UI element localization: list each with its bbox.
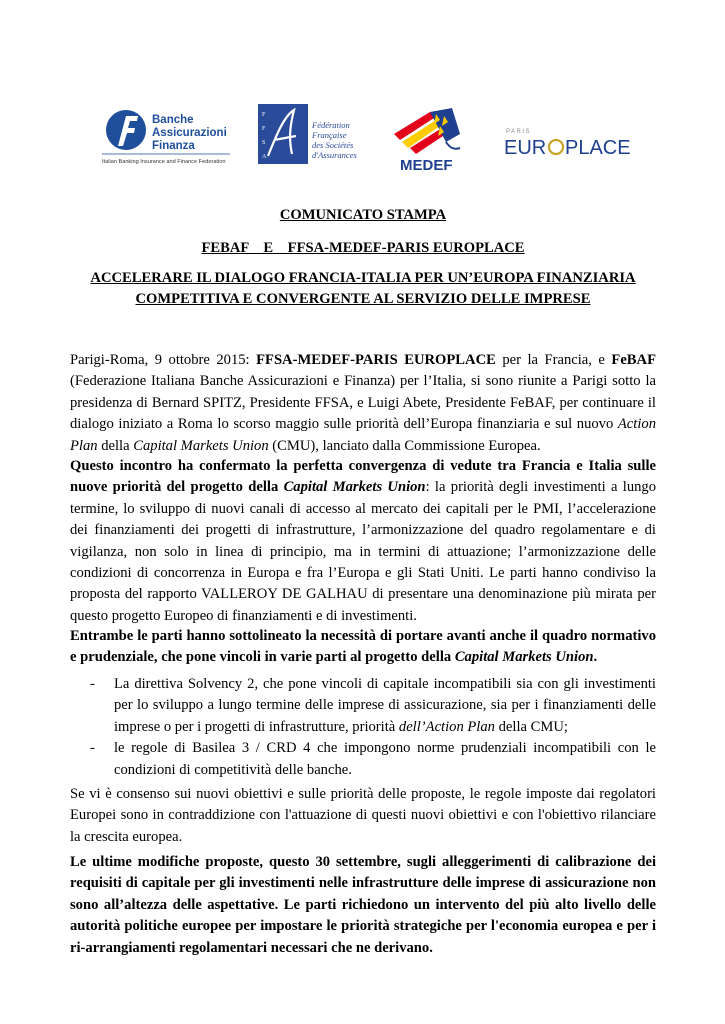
europlace-prefix: PARIS xyxy=(506,129,532,135)
febaf-tagline: Italian Banking Insurance and Finance Federation xyxy=(102,159,226,165)
list-dash: - xyxy=(90,740,95,757)
text-run-bold: FFSA-MEDEF-PARIS EUROPLACE xyxy=(256,352,496,368)
text-run: : la priorità degli investimenti a lungo termine, lo sviluppo di nuovi canali di accesso al mercato dei capitali per le PMI, l’accelerazione dei finanziamenti dei progetti di infrastrutture, l’armonizzazione del quadro regolamentare e di vigilanza, non solo in linea di principio, ma in termini di attuazione; l’armonizzazione delle condizioni di concorrenza in Europa e fra l’Europa e gli Stati Uniti. Le parti hanno condiviso la proposta del rapporto VALLEROY DE GALHAU di presentare una denominazione più mirata per questo progetto Europeo di finanziamenti e di investimenti. xyxy=(70,479,657,624)
press-release-label: COMUNICATO STAMPA xyxy=(279,207,447,223)
text-run-italic: Action Plan xyxy=(70,416,656,454)
svg-text:F: F xyxy=(262,126,266,132)
text-run-bold: FeBAF xyxy=(611,352,656,368)
text-run: per la Francia, e xyxy=(495,352,612,368)
text-run: La direttiva Solvency 2, che pone vincoli di capitale incompatibili sia con gli investimenti per lo sviluppo a lungo termine delle imprese di assicurazione, sia per i finanziamenti delle imprese o per i progetti di infrastrutture, priorità xyxy=(114,676,656,735)
parties-title xyxy=(70,238,656,259)
ffsa-line4: d'Assurances xyxy=(312,150,357,160)
paragraph-conclusion: Le ultime modifiche proposte, questo 30 settembre, sugli alleggerimenti di calibrazione dei requisiti di capitale per gli investimenti nelle infrastrutture delle imprese di assicurazione non sono all’altezza delle aspettative. Le parti richiedono un intervento del più alto livello delle autorità politiche europee per impostare le priorità strategiche per l'economia europea e per i ri-arrangiamenti regolamentari necessari che ne derivano. xyxy=(70,854,656,956)
text-run: Parigi-Roma, 9 ottobre 2015: xyxy=(70,352,257,368)
headline xyxy=(70,268,656,310)
ffsa-line1: Fédération xyxy=(312,120,350,130)
text-run-italic: dell’Action Plan xyxy=(398,718,495,735)
headline-line2: COMPETITIVA E CONVERGENTE AL SERVIZIO DELLE IMPRESE xyxy=(135,291,591,307)
febaf-name-line2: Assicurazioni xyxy=(152,127,227,139)
svg-text:S: S xyxy=(262,140,266,146)
list-item xyxy=(70,674,656,738)
ffsa-line3: des Sociétés xyxy=(312,140,354,150)
paragraph-intro xyxy=(70,350,656,457)
europlace-wordmark-part2: PLACE xyxy=(565,137,631,159)
svg-text:F: F xyxy=(262,112,266,118)
headline-line1: ACCELERARE IL DIALOGO FRANCIA-ITALIA PER UN’EUROPA FINANZIARIA xyxy=(90,270,636,286)
text-run: (CMU), lanciato dalla Commissione Europea. xyxy=(268,437,541,454)
text-run: della xyxy=(97,437,134,454)
ffsa-logo xyxy=(258,96,378,166)
text-run-bold-italic: Capital Markets Union xyxy=(454,649,594,666)
europlace-logo xyxy=(498,124,631,160)
febaf-name-line3: Finanza xyxy=(152,140,195,152)
text-run-bold: Questo incontro ha confermato la perfetta convergenza di vedute tra Francia e Italia sulle nuove priorità del progetto della xyxy=(70,458,656,496)
febaf-name-line1: Banche xyxy=(152,114,194,126)
europlace-o-icon xyxy=(549,140,563,154)
medef-logo xyxy=(390,104,470,174)
text-run-italic: Capital Markets Union xyxy=(133,437,269,454)
list-dash: - xyxy=(90,676,95,692)
text-run-bold: . xyxy=(593,649,598,666)
europlace-wordmark-part1: EUR xyxy=(504,137,547,159)
paragraph-consensus: Se vi è consenso sui nuovi obiettivi e sulle priorità delle proposte, le regole imposte dai regolatori Europei sono in contraddizione con l'attuazione di questi nuovi obiettivi e con l'obiettivo rilanciare la crescita europea. xyxy=(70,786,656,845)
text-run: le regole di Basilea 3 / CRD 4 che impongono norme prudenziali incompatibili con le condizioni di competitività delle banche. xyxy=(114,740,656,778)
svg-text:A: A xyxy=(262,154,267,160)
text-run-bold-italic: Capital Markets Union xyxy=(283,479,426,496)
text-run-bold: Entrambe le parti hanno sottolineato la necessità di portare avanti anche il quadro normativo e prudenziale, che pone vincoli in varie parti al progetto della xyxy=(70,628,656,666)
constraints-list xyxy=(70,674,656,781)
list-item xyxy=(70,738,656,781)
logo-row xyxy=(0,96,725,176)
text-run: (Federazione Italiana Banche Assicurazioni e Finanza) per l’Italia, si sono riunite a Parigi sotto la presidenza di Bernard SPITZ, Presidente FFSA, e Luigi Abete, Presidente FeBAF, per continuare il dialogo iniziato a Roma lo scorso maggio sulle priorità dell’Europa finanziaria e sul nuovo xyxy=(70,373,656,433)
medef-wordmark: MEDEF xyxy=(400,157,453,174)
ffsa-line2: Française xyxy=(312,130,347,140)
parties-title-text: FEBAF E FFSA-MEDEF-PARIS EUROPLACE xyxy=(201,240,525,256)
febaf-logo xyxy=(100,106,232,166)
paragraph-regulatory xyxy=(70,626,656,669)
text-run: della CMU; xyxy=(494,718,568,735)
paragraph-convergence xyxy=(70,456,656,627)
